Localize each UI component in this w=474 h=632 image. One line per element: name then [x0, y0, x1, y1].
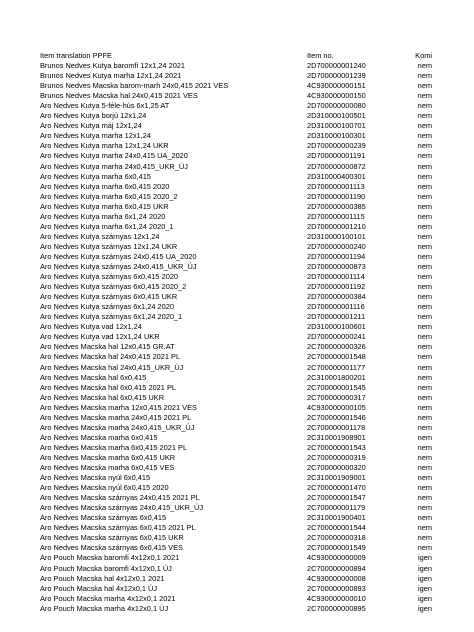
cell-translation: Aro Nedves Kutya szárnyas 6x0,415 2020_2	[40, 282, 187, 292]
cell-translation: Aro Nedves Macska nyúl 6x0,415 2020	[40, 483, 169, 493]
cell-komi: nem	[417, 91, 432, 101]
cell-komi: nem	[417, 151, 432, 161]
cell-komi: nem	[417, 61, 432, 70]
cell-item-no: 2C700000000894	[307, 563, 366, 573]
cell-translation: Aro Nedves Macska hal 6x0,415 2021 PL	[40, 382, 176, 392]
table-row	[0, 543, 474, 553]
table-row	[0, 162, 474, 172]
cell-komi: nem	[417, 141, 432, 151]
cell-translation: Aro Nedves Kutya szárnyas 24x0,415_UKR_ÚJ	[40, 262, 197, 271]
cell-item-no: 2C700000001549	[307, 543, 366, 553]
table-row	[0, 564, 474, 574]
table-row	[0, 242, 474, 252]
table-row	[0, 443, 474, 453]
table-row	[0, 121, 474, 131]
cell-komi: nem	[417, 161, 432, 171]
cell-translation: Aro Nedves Macska szárnyas 6x0,415 VES	[40, 543, 183, 553]
table-row	[0, 423, 474, 433]
cell-item-no: 2D310000100701	[307, 121, 366, 131]
table-row	[0, 202, 474, 212]
cell-item-no: 2C700000001546	[307, 412, 366, 422]
cell-translation: Aro Nedves Kutya borjú 12x1,24	[40, 111, 147, 121]
cell-item-no: 2D700000000080	[307, 101, 366, 111]
cell-komi: nem	[417, 362, 432, 372]
table-row	[0, 332, 474, 342]
cell-item-no: 2C700000001177	[307, 362, 366, 372]
cell-komi: nem	[417, 121, 432, 131]
cell-komi: nem	[417, 241, 432, 251]
cell-translation: Aro Nedves Kutya marha 6x0,415 2020	[40, 181, 170, 191]
table-row	[0, 101, 474, 111]
cell-translation: Aro Nedves Macska hal 24x0,415_UKR_ÚJ	[40, 362, 184, 372]
cell-item-no: 2D700000001210	[307, 221, 366, 231]
cell-komi: nem	[417, 171, 432, 181]
cell-komi: nem	[417, 221, 432, 231]
table-row	[0, 584, 474, 594]
cell-translation: Aro Nedves Kutya marha 6x1,24 2020	[40, 211, 166, 221]
cell-komi: nem	[417, 392, 432, 402]
table-row	[0, 483, 474, 493]
cell-translation: Aro Nedves Kutya marha 12x1,24	[40, 131, 151, 141]
table-row	[0, 252, 474, 262]
table-row	[0, 232, 474, 242]
cell-item-no: 2D700000000872	[307, 161, 366, 171]
cell-komi: nem	[417, 302, 432, 312]
table-row	[0, 473, 474, 483]
cell-komi: nem	[417, 231, 432, 241]
table-row	[0, 272, 474, 282]
table-row	[0, 523, 474, 533]
cell-komi: nem	[417, 292, 432, 302]
cell-item-no: 4C930000000150	[307, 91, 366, 101]
cell-item-no: 2C700000001179	[307, 503, 366, 513]
table-row	[0, 71, 474, 81]
cell-komi: nem	[417, 262, 432, 271]
cell-item-no: 2D700000001190	[307, 191, 366, 201]
cell-komi: nem	[417, 342, 432, 352]
table-row	[0, 292, 474, 302]
cell-komi: nem	[417, 312, 432, 322]
cell-translation: Aro Pouch Macska hal 4x12x0,1 ÚJ	[40, 583, 158, 593]
cell-item-no: 2C700000001178	[307, 422, 366, 432]
cell-item-no: 2C700000000317	[307, 392, 366, 402]
cell-translation: Aro Nedves Kutya szárnyas 12x1,24	[40, 231, 160, 241]
cell-translation: Aro Nedves Macska nyúl 6x0,415	[40, 473, 151, 483]
table-row	[0, 553, 474, 563]
cell-komi: nem	[417, 211, 432, 221]
cell-translation: Aro Nedves Macska marha 24x0,415 2021 PL	[40, 412, 192, 422]
cell-item-no: 2C700000001544	[307, 523, 366, 533]
table-row	[0, 463, 474, 473]
cell-item-no: 2D700000000239	[307, 141, 366, 151]
cell-komi: nem	[417, 382, 432, 392]
cell-translation: Aro Nedves Kutya szárnyas 12x1,24 UKR	[40, 241, 178, 251]
cell-translation: Aro Nedves Kutya szárnyas 6x0,415 UKR	[40, 292, 178, 302]
cell-item-no: 2D700000000873	[307, 262, 366, 271]
cell-komi: nem	[417, 442, 432, 452]
table-row	[0, 373, 474, 383]
cell-translation: Brunos Nedves Kutya baromfi 12x1,24 2021	[40, 61, 186, 70]
cell-translation: Aro Nedves Macska hal 12x0,415 GR.AT	[40, 342, 175, 352]
table-row	[0, 312, 474, 322]
table-row	[0, 493, 474, 503]
table-row	[0, 302, 474, 312]
table-row	[0, 81, 474, 91]
cell-item-no: 2C700000000895	[307, 603, 366, 613]
table-row	[0, 131, 474, 141]
cell-item-no: 2D700000001192	[307, 282, 366, 292]
cell-translation: Aro Pouch Macska baromfi 4x12x0,1 ÚJ	[40, 563, 172, 573]
cell-translation: Aro Nedves Kutya marha 24x0,415 UA_2020	[40, 151, 188, 161]
cell-translation: Aro Nedves Kutya szárnyas 6x1,24 2020	[40, 302, 174, 312]
table-row	[0, 61, 474, 71]
cell-item-no: 2D700000000240	[307, 241, 366, 251]
table-row	[0, 393, 474, 403]
cell-item-no: 2D700000001211	[307, 312, 366, 322]
cell-item-no: 2D700000001113	[307, 181, 365, 191]
table-row	[0, 222, 474, 232]
cell-item-no: 2D700000001114	[307, 272, 365, 282]
cell-item-no: 2C700000001545	[307, 382, 366, 392]
cell-translation: Brunos Nedves Macska barom-marh 24x0,415 2021 VES	[40, 81, 229, 91]
cell-item-no: 2C310001908901	[307, 432, 366, 442]
table-row	[0, 342, 474, 352]
cell-item-no: 4C930000000151	[307, 81, 366, 91]
cell-translation: Aro Pouch Macska marha 4x12x0,1 2021	[40, 593, 176, 603]
table-row	[0, 503, 474, 513]
cell-item-no: 2C700000000893	[307, 583, 366, 593]
cell-item-no: 2C310001900401	[307, 513, 366, 523]
cell-komi: nem	[417, 201, 432, 211]
cell-komi: nem	[417, 81, 432, 91]
cell-komi: nem	[417, 503, 432, 513]
cell-item-no: 2D700000000241	[307, 332, 366, 342]
cell-translation: Aro Nedves Macska hal 6x0,415	[40, 372, 147, 382]
table-row	[0, 403, 474, 413]
cell-translation: Brunos Nedves Kutya marha 12x1,24 2021	[40, 71, 182, 81]
cell-translation: Aro Pouch Macska baromfi 4x12x0,1 2021	[40, 553, 180, 563]
cell-komi: nem	[417, 332, 432, 342]
table-row	[0, 383, 474, 393]
cell-komi: igen	[418, 593, 432, 603]
cell-translation: Aro Nedves Macska marha 24x0,415_UKR_ÚJ	[40, 422, 195, 432]
cell-komi: nem	[417, 493, 432, 503]
cell-komi: nem	[417, 452, 432, 462]
table-row	[0, 513, 474, 523]
cell-translation: Aro Nedves Kutya máj 12x1,24	[40, 121, 142, 131]
header-row	[0, 51, 474, 61]
cell-komi: nem	[417, 543, 432, 553]
cell-translation: Brunos Nedves Macska hal 24x0,415 2021 VES	[40, 91, 198, 101]
cell-item-no: 2D700000001116	[307, 302, 365, 312]
cell-translation: Aro Nedves Macska szárnyas 24x0,415_UKR_ÚJ	[40, 503, 204, 513]
table-row	[0, 91, 474, 101]
cell-item-no: 2C700000000318	[307, 533, 366, 543]
table-row	[0, 533, 474, 543]
cell-item-no: 2C700000000326	[307, 342, 366, 352]
table-row	[0, 282, 474, 292]
cell-komi: nem	[417, 191, 432, 201]
cell-komi: nem	[417, 322, 432, 332]
cell-item-no: 2C700000001547	[307, 493, 366, 503]
cell-item-no: 2D310000100101	[307, 231, 366, 241]
cell-komi: nem	[417, 412, 432, 422]
cell-komi: nem	[417, 282, 432, 292]
cell-translation: Aro Nedves Kutya vad 12x1,24	[40, 322, 142, 332]
cell-komi: nem	[417, 483, 432, 493]
cell-komi: igen	[418, 553, 432, 563]
cell-item-no: 2C310001909001	[307, 473, 366, 483]
cell-komi: nem	[417, 71, 432, 81]
table-row	[0, 262, 474, 272]
header-item-no: Item no.	[307, 51, 334, 60]
cell-item-no: 4C930000000008	[307, 573, 366, 583]
table-row	[0, 212, 474, 222]
cell-translation: Aro Nedves Macska szárnyas 24x0,415 2021 PL	[40, 493, 200, 503]
cell-komi: igen	[418, 563, 432, 573]
cell-komi: nem	[417, 181, 432, 191]
cell-item-no: 2D700000000384	[307, 292, 366, 302]
cell-translation: Aro Nedves Macska marha 6x0,415	[40, 432, 158, 442]
cell-translation: Aro Nedves Kutya marha 6x0,415 2020_2	[40, 191, 178, 201]
table-row	[0, 363, 474, 373]
cell-item-no: 2D700000001239	[307, 71, 366, 81]
header-translation: Item translation PPFE	[40, 51, 112, 60]
table-row	[0, 413, 474, 423]
cell-item-no: 2D700000001115	[307, 211, 365, 221]
cell-item-no: 4C930000000105	[307, 402, 366, 412]
cell-komi: nem	[417, 111, 432, 121]
cell-item-no: 2D310000400301	[307, 171, 366, 181]
cell-komi: nem	[417, 523, 432, 533]
cell-item-no: 2C700000000319	[307, 452, 366, 462]
cell-item-no: 2D310000100301	[307, 131, 366, 141]
table-row	[0, 604, 474, 614]
cell-komi: nem	[417, 131, 432, 141]
cell-item-no: 2D700000001240	[307, 61, 366, 70]
cell-komi: igen	[418, 573, 432, 583]
cell-translation: Aro Nedves Kutya marha 6x0,415	[40, 171, 151, 181]
cell-item-no: 2C310001800201	[307, 372, 366, 382]
table-row	[0, 433, 474, 443]
table-row	[0, 141, 474, 151]
cell-item-no: 2D310000100501	[307, 111, 366, 121]
table-row	[0, 453, 474, 463]
cell-translation: Aro Nedves Kutya szárnyas 6x0,415 2020	[40, 272, 179, 282]
cell-komi: nem	[417, 463, 432, 472]
cell-translation: Aro Nedves Macska hal 24x0,415 2021 PL	[40, 352, 181, 362]
table-row	[0, 594, 474, 604]
cell-translation: Aro Nedves Macska hal 6x0,415 UKR	[40, 392, 165, 402]
cell-translation: Aro Nedves Macska szárnyas 6x0,415 2021 PL	[40, 523, 196, 533]
table-row	[0, 182, 474, 192]
table-row	[0, 574, 474, 584]
cell-item-no: 2D700000000385	[307, 201, 366, 211]
cell-komi: igen	[418, 603, 432, 613]
cell-translation: Aro Pouch Macska marha 4x12x0,1 ÚJ	[40, 603, 169, 613]
cell-translation: Aro Nedves Kutya marha 6x0,415 UKR	[40, 201, 169, 211]
cell-item-no: 4C930000000009	[307, 553, 366, 563]
cell-komi: nem	[417, 432, 432, 442]
cell-translation: Aro Nedves Kutya vad 12x1,24 UKR	[40, 332, 160, 342]
cell-translation: Aro Nedves Kutya szárnyas 24x0,415 UA_2020	[40, 251, 197, 261]
cell-translation: Aro Nedves Macska szárnyas 6x0,415 UKR	[40, 533, 184, 543]
table-row	[0, 151, 474, 161]
cell-komi: nem	[417, 101, 432, 111]
table-row	[0, 322, 474, 332]
cell-item-no: 2C700000000320	[307, 463, 366, 472]
table-row	[0, 111, 474, 121]
cell-komi: nem	[417, 352, 432, 362]
cell-komi: nem	[417, 251, 432, 261]
cell-komi: nem	[417, 402, 432, 412]
cell-translation: Aro Nedves Kutya marha 24x0,415_UKR_ÚJ	[40, 161, 188, 171]
cell-item-no: 2D310000100601	[307, 322, 366, 332]
cell-komi: nem	[417, 422, 432, 432]
cell-item-no: 2D700000001191	[307, 151, 366, 161]
cell-item-no: 2C700000001470	[307, 483, 366, 493]
cell-item-no: 2C700000001543	[307, 442, 366, 452]
cell-komi: nem	[417, 272, 432, 282]
cell-item-no: 4C930000000010	[307, 593, 366, 603]
cell-translation: Aro Nedves Macska marha 6x0,415 UKR	[40, 452, 176, 462]
table-row	[0, 192, 474, 202]
cell-translation: Aro Nedves Kutya szárnyas 6x1,24 2020_1	[40, 312, 183, 322]
table-row	[0, 172, 474, 182]
cell-translation: Aro Nedves Macska szárnyas 6x0,415	[40, 513, 167, 523]
cell-item-no: 2D700000001194	[307, 251, 366, 261]
cell-translation: Aro Nedves Macska marha 6x0,415 2021 PL	[40, 442, 188, 452]
cell-komi: igen	[418, 583, 432, 593]
cell-komi: nem	[417, 473, 432, 483]
header-komi: Komi	[415, 51, 432, 60]
table-row	[0, 352, 474, 362]
cell-translation: Aro Nedves Macska marha 12x0,415 2021 VES	[40, 402, 197, 412]
cell-komi: nem	[417, 372, 432, 382]
cell-translation: Aro Nedves Kutya marha 6x1,24 2020_1	[40, 221, 174, 231]
cell-translation: Aro Nedves Macska marha 6x0,415 VES	[40, 463, 175, 472]
cell-item-no: 2C700000001548	[307, 352, 366, 362]
cell-translation: Aro Nedves Kutya marha 12x1,24 UKR	[40, 141, 169, 151]
cell-komi: nem	[417, 513, 432, 523]
cell-translation: Aro Nedves Kutya 5-féle-hús 6x1,25 AT	[40, 101, 170, 111]
cell-komi: nem	[417, 533, 432, 543]
cell-translation: Aro Pouch Macska hal 4x12x0,1 2021	[40, 573, 165, 583]
